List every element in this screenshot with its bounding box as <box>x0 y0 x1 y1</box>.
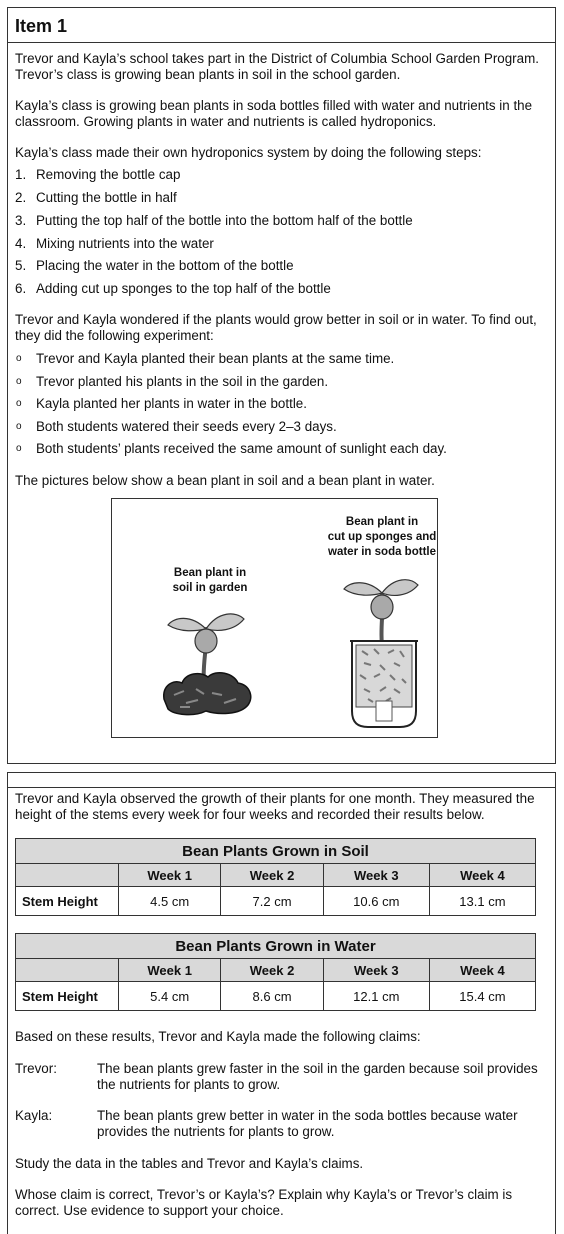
table-corner-cell <box>16 959 119 982</box>
table-corner-cell <box>16 864 119 887</box>
item-panel-top <box>7 7 556 764</box>
step-item: 4. Mixing nutrients into the water <box>15 236 214 251</box>
claim-text-kayla: The bean plants grew better in water in the soda bottles because water provides the nutrients for plants to grow. <box>97 1108 518 1139</box>
table-cell: 8.6 cm <box>221 982 323 1011</box>
table-cell: 10.6 cm <box>323 887 429 916</box>
column-header: Week 3 <box>323 864 429 887</box>
bullet-circle-icon: o <box>16 398 22 409</box>
row-label: Stem Height <box>16 887 119 916</box>
bullet-circle-icon: o <box>16 421 22 432</box>
steps-intro: Kayla’s class made their own hydroponics system by doing the following steps: <box>15 145 482 160</box>
claim-text-trevor: The bean plants grew faster in the soil in the garden because soil provides the nutrients for plants to grow. <box>97 1061 538 1092</box>
claim-name-trevor: Trevor: <box>15 1061 57 1076</box>
column-header: Week 4 <box>429 959 535 982</box>
column-header: Week 3 <box>323 959 429 982</box>
item-title: Item 1 <box>15 16 68 36</box>
step-item: 3. Putting the top half of the bottle into the bottom half of the bottle <box>15 213 413 228</box>
experiment-point: o Trevor and Kayla planted their bean plants at the same time. <box>16 351 395 366</box>
water-plant-caption: Bean plant in cut up sponges and water in soda bottle <box>327 516 437 558</box>
intro-paragraph-2: Kayla’s class is growing bean plants in soda bottles filled with water and nutrients in the classroom. Growing plants in water and nutrients is called hydroponics. <box>15 98 533 129</box>
row-label: Stem Height <box>16 982 119 1011</box>
table-cell: 12.1 cm <box>323 982 429 1011</box>
step-item: 6. Adding cut up sponges to the top half of the bottle <box>15 281 331 296</box>
table-title: Bean Plants Grown in Water <box>16 934 536 959</box>
title-divider <box>8 42 555 43</box>
soil-results-table <box>15 838 536 916</box>
column-header: Week 1 <box>119 864 221 887</box>
step-item: 1. Removing the bottle cap <box>15 167 181 182</box>
study-instruction: Study the data in the tables and Trevor and Kayla’s claims. <box>15 1156 364 1171</box>
experiment-intro: Trevor and Kayla wondered if the plants would grow better in soil or in water. To find out, they did the following experiment: <box>15 312 537 343</box>
item-panel-bottom <box>7 772 556 1234</box>
experiment-point: o Both students’ plants received the same amount of sunlight each day. <box>16 441 447 456</box>
column-header: Week 1 <box>119 959 221 982</box>
table-title: Bean Plants Grown in Soil <box>16 839 536 864</box>
experiment-point: o Trevor planted his plants in the soil in the garden. <box>16 374 329 389</box>
column-header: Week 2 <box>221 959 323 982</box>
table-cell: 4.5 cm <box>119 887 221 916</box>
claim-name-kayla: Kayla: <box>15 1108 53 1123</box>
water-bottle-plant-illustration <box>334 571 434 736</box>
table-cell: 13.1 cm <box>429 887 535 916</box>
bean-plant-figure <box>111 498 438 738</box>
experiment-point: o Both students watered their seeds every 2–3 days. <box>16 419 337 434</box>
experiment-point: o Kayla planted her plants in water in the bottle. <box>16 396 307 411</box>
bullet-circle-icon: o <box>16 376 22 387</box>
bullet-circle-icon: o <box>16 443 22 454</box>
table-cell: 15.4 cm <box>429 982 535 1011</box>
water-results-table <box>15 933 536 1011</box>
column-header: Week 4 <box>429 864 535 887</box>
step-item: 2. Cutting the bottle in half <box>15 190 177 205</box>
table-cell: 5.4 cm <box>119 982 221 1011</box>
step-item: 5. Placing the water in the bottom of the bottle <box>15 258 294 273</box>
soil-plant-caption: Bean plant in soil in garden <box>172 567 248 594</box>
intro-paragraph-1: Trevor and Kayla’s school takes part in the District of Columbia School Garden Program. Trevor’s class is growing bean plants in soil in the school garden. <box>15 51 539 82</box>
pictures-intro: The pictures below show a bean plant in soil and a bean plant in water. <box>15 473 435 488</box>
claims-intro: Based on these results, Trevor and Kayla made the following claims: <box>15 1029 421 1044</box>
table-cell: 7.2 cm <box>221 887 323 916</box>
question-prompt: Whose claim is correct, Trevor’s or Kayla’s? Explain why Kayla’s or Trevor’s claim is correct. Use evidence to support your choice. <box>15 1187 513 1218</box>
column-header: Week 2 <box>221 864 323 887</box>
panel-top-divider <box>8 787 555 788</box>
bullet-circle-icon: o <box>16 353 22 364</box>
soil-plant-illustration <box>156 599 256 719</box>
observation-paragraph: Trevor and Kayla observed the growth of their plants for one month. They measured the height of the stems every week for four weeks and recorded their results below. <box>15 791 535 822</box>
